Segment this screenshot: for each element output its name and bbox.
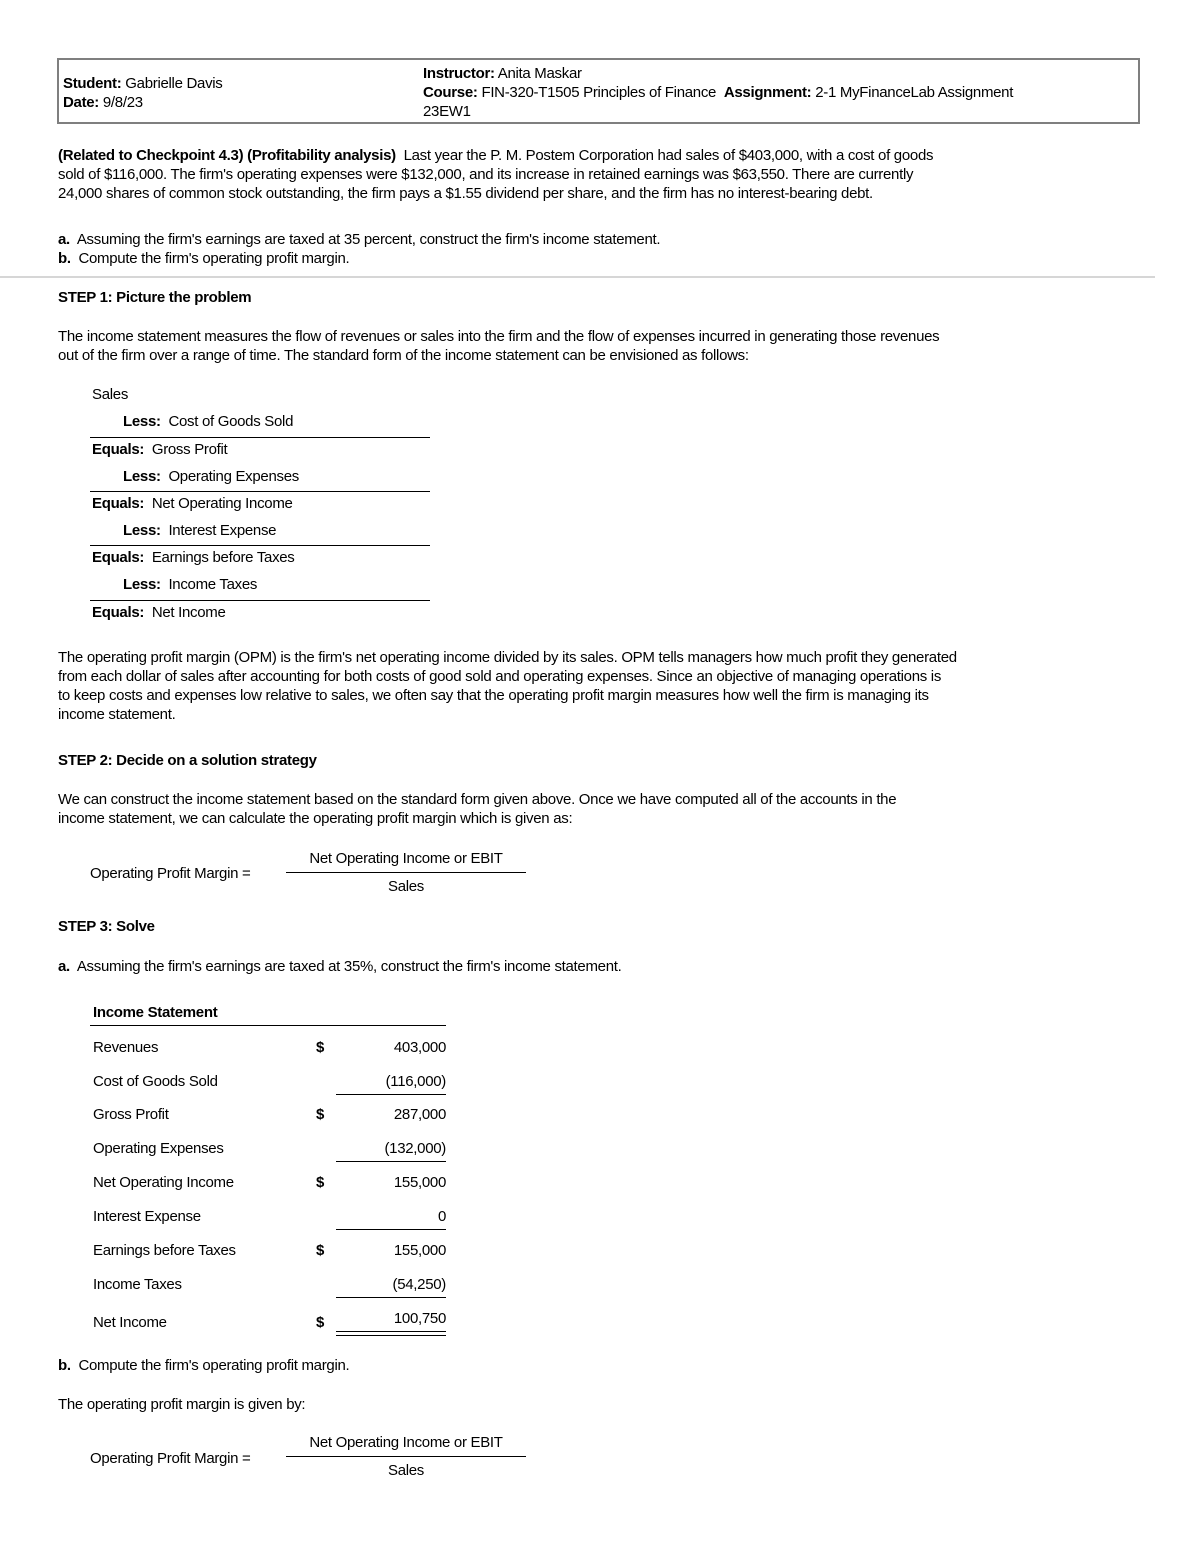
instructor-label: Instructor: xyxy=(423,65,495,82)
part-a-text: Assuming the firm's earnings are taxed at 35%, construct the firm's income statement. xyxy=(76,958,622,975)
part-b-text: Compute the firm's operating profit margin. xyxy=(78,250,350,267)
row-label: Gross Profit xyxy=(93,1106,169,1123)
form-row xyxy=(90,545,430,571)
form-text: Earnings before Taxes xyxy=(151,549,295,566)
form-row xyxy=(90,518,430,544)
problem-line: 24,000 shares of common stock outstanding, the firm pays a $1.55 dividend per share, and the firm has no interest-bearing debt. xyxy=(58,185,873,202)
paragraph-line: income statement, we can calculate the operating profit margin which is given as: xyxy=(58,810,573,827)
opm-intro: The operating profit margin is given by: xyxy=(58,1396,306,1413)
row-dollar: $ xyxy=(316,1314,325,1331)
row-value: 155,000 xyxy=(393,1174,446,1191)
row-label: Net Income xyxy=(93,1314,167,1331)
form-row xyxy=(90,464,430,490)
fraction-bar xyxy=(286,872,526,873)
form-prefix: Equals: xyxy=(92,495,145,512)
subtotal-rule xyxy=(336,1161,446,1162)
formula-denominator: Sales xyxy=(387,878,425,895)
subtotal-rule xyxy=(336,1094,446,1095)
form-text: Gross Profit xyxy=(151,441,228,458)
step2-title: STEP 2: Decide on a solution strategy xyxy=(58,752,317,769)
form-prefix: Less: xyxy=(123,468,161,485)
row-dollar: $ xyxy=(316,1242,325,1259)
row-label: Earnings before Taxes xyxy=(93,1242,236,1259)
instructor-name: Anita Maskar xyxy=(497,65,582,82)
formula-label: Operating Profit Margin = xyxy=(90,1450,251,1467)
subtotal-rule xyxy=(336,1297,446,1298)
assignment-value-cont: 23EW1 xyxy=(423,103,471,120)
form-text: Net Operating Income xyxy=(151,495,293,512)
step1-title: STEP 1: Picture the problem xyxy=(58,289,252,306)
fraction-bar xyxy=(286,1456,526,1457)
formula-numerator: Net Operating Income or EBIT xyxy=(309,1434,503,1451)
total-rule xyxy=(336,1335,446,1336)
form-row xyxy=(90,437,430,463)
row-value: 155,000 xyxy=(393,1242,446,1259)
paragraph-line: The income statement measures the flow of revenues or sales into the firm and the flow of expenses incurred in generating those revenues xyxy=(58,328,940,345)
student-name: Gabrielle Davis xyxy=(125,75,223,92)
paragraph-line: income statement. xyxy=(58,706,176,723)
form-text: Cost of Goods Sold xyxy=(168,413,294,430)
part-b-label: b. xyxy=(58,250,71,267)
paragraph-line: The operating profit margin (OPM) is the firm's net operating income divided by its sales. OPM tells managers how much profit they generated xyxy=(58,649,957,666)
part-a-text: Assuming the firm's earnings are taxed at 35 percent, construct the firm's income statement. xyxy=(76,231,661,248)
step3-title: STEP 3: Solve xyxy=(58,918,155,935)
row-dollar: $ xyxy=(316,1039,325,1056)
opm-paragraph xyxy=(58,648,1168,724)
row-value: 287,000 xyxy=(393,1106,446,1123)
form-text: Income Taxes xyxy=(168,576,258,593)
row-value: 100,750 xyxy=(393,1310,446,1327)
row-label: Income Taxes xyxy=(93,1276,182,1293)
part-a-label: a. xyxy=(58,958,70,975)
problem-line: Last year the P. M. Postem Corporation had sales of $403,000, with a cost of goods xyxy=(403,147,934,164)
part-b-text: Compute the firm's operating profit margin. xyxy=(78,1357,350,1374)
part-a-label: a. xyxy=(58,231,70,248)
form-prefix: Less: xyxy=(123,522,161,539)
row-value: 0 xyxy=(437,1208,446,1225)
row-label: Net Operating Income xyxy=(93,1174,234,1191)
form-row xyxy=(90,572,430,598)
paragraph-line: to keep costs and expenses low relative to sales, we often say that the operating profit margin measures how well the firm is managing its xyxy=(58,687,929,704)
step3-part-a xyxy=(58,957,621,976)
formula-numerator: Net Operating Income or EBIT xyxy=(309,850,503,867)
assignment-value: 2-1 MyFinanceLab Assignment xyxy=(815,84,1014,101)
formula-label: Operating Profit Margin = xyxy=(90,865,251,882)
assignment-label: Assignment: xyxy=(723,84,812,101)
student-label: Student: xyxy=(63,75,122,92)
course-info xyxy=(423,64,1138,121)
problem-line: sold of $116,000. The firm's operating expenses were $132,000, and its increase in retained earnings was $63,550. There are currently xyxy=(58,166,914,183)
row-value: 403,000 xyxy=(393,1039,446,1056)
form-text: Interest Expense xyxy=(168,522,277,539)
form-prefix: Equals: xyxy=(92,549,145,566)
row-dollar: $ xyxy=(316,1174,325,1191)
row-value: (116,000) xyxy=(385,1073,446,1090)
row-label: Cost of Goods Sold xyxy=(93,1073,218,1090)
problem-statement xyxy=(58,146,1158,203)
form-prefix: Less: xyxy=(123,576,161,593)
problem-parts xyxy=(58,230,1158,268)
subtotal-rule xyxy=(336,1229,446,1230)
row-value: (132,000) xyxy=(384,1140,446,1157)
row-dollar: $ xyxy=(316,1106,325,1123)
step3-part-b xyxy=(58,1356,349,1375)
row-label: Operating Expenses xyxy=(93,1140,224,1157)
date-value: 9/8/23 xyxy=(102,94,143,111)
paragraph-line: We can construct the income statement based on the standard form given above. Once we have computed all of the accounts in the xyxy=(58,791,897,808)
form-text: Net Income xyxy=(151,604,226,621)
step1-paragraph xyxy=(58,327,1168,365)
date-label: Date: xyxy=(63,94,100,111)
row-label: Interest Expense xyxy=(93,1208,201,1225)
course-value: FIN-320-T1505 Principles of Finance xyxy=(481,84,717,101)
form-text: Sales xyxy=(92,386,129,403)
formula-denominator: Sales xyxy=(387,1462,425,1479)
form-row-sales xyxy=(90,382,430,408)
form-prefix: Equals: xyxy=(92,604,145,621)
form-text: Operating Expenses xyxy=(168,468,299,485)
part-b-label: b. xyxy=(58,1357,71,1374)
form-row xyxy=(90,409,430,435)
form-row xyxy=(90,600,430,626)
title-rule xyxy=(90,1025,446,1026)
row-value: (54,250) xyxy=(392,1276,446,1293)
form-prefix: Less: xyxy=(123,413,161,430)
course-label: Course: xyxy=(423,84,478,101)
assignment-header xyxy=(57,58,1140,124)
paragraph-line: out of the firm over a range of time. The standard form of the income statement can be envisioned as follows: xyxy=(58,347,749,364)
total-rule xyxy=(336,1331,446,1332)
income-statement-title: Income Statement xyxy=(93,1004,218,1021)
step2-paragraph xyxy=(58,790,1168,828)
form-row xyxy=(90,491,430,517)
divider xyxy=(0,276,1155,278)
problem-tag: (Related to Checkpoint 4.3) (Profitability analysis) xyxy=(58,147,396,164)
row-label: Revenues xyxy=(93,1039,159,1056)
paragraph-line: from each dollar of sales after accounting for both costs of good sold and operating expenses. Since an objective of managing operations is xyxy=(58,668,942,685)
student-info xyxy=(63,74,223,112)
form-prefix: Equals: xyxy=(92,441,145,458)
